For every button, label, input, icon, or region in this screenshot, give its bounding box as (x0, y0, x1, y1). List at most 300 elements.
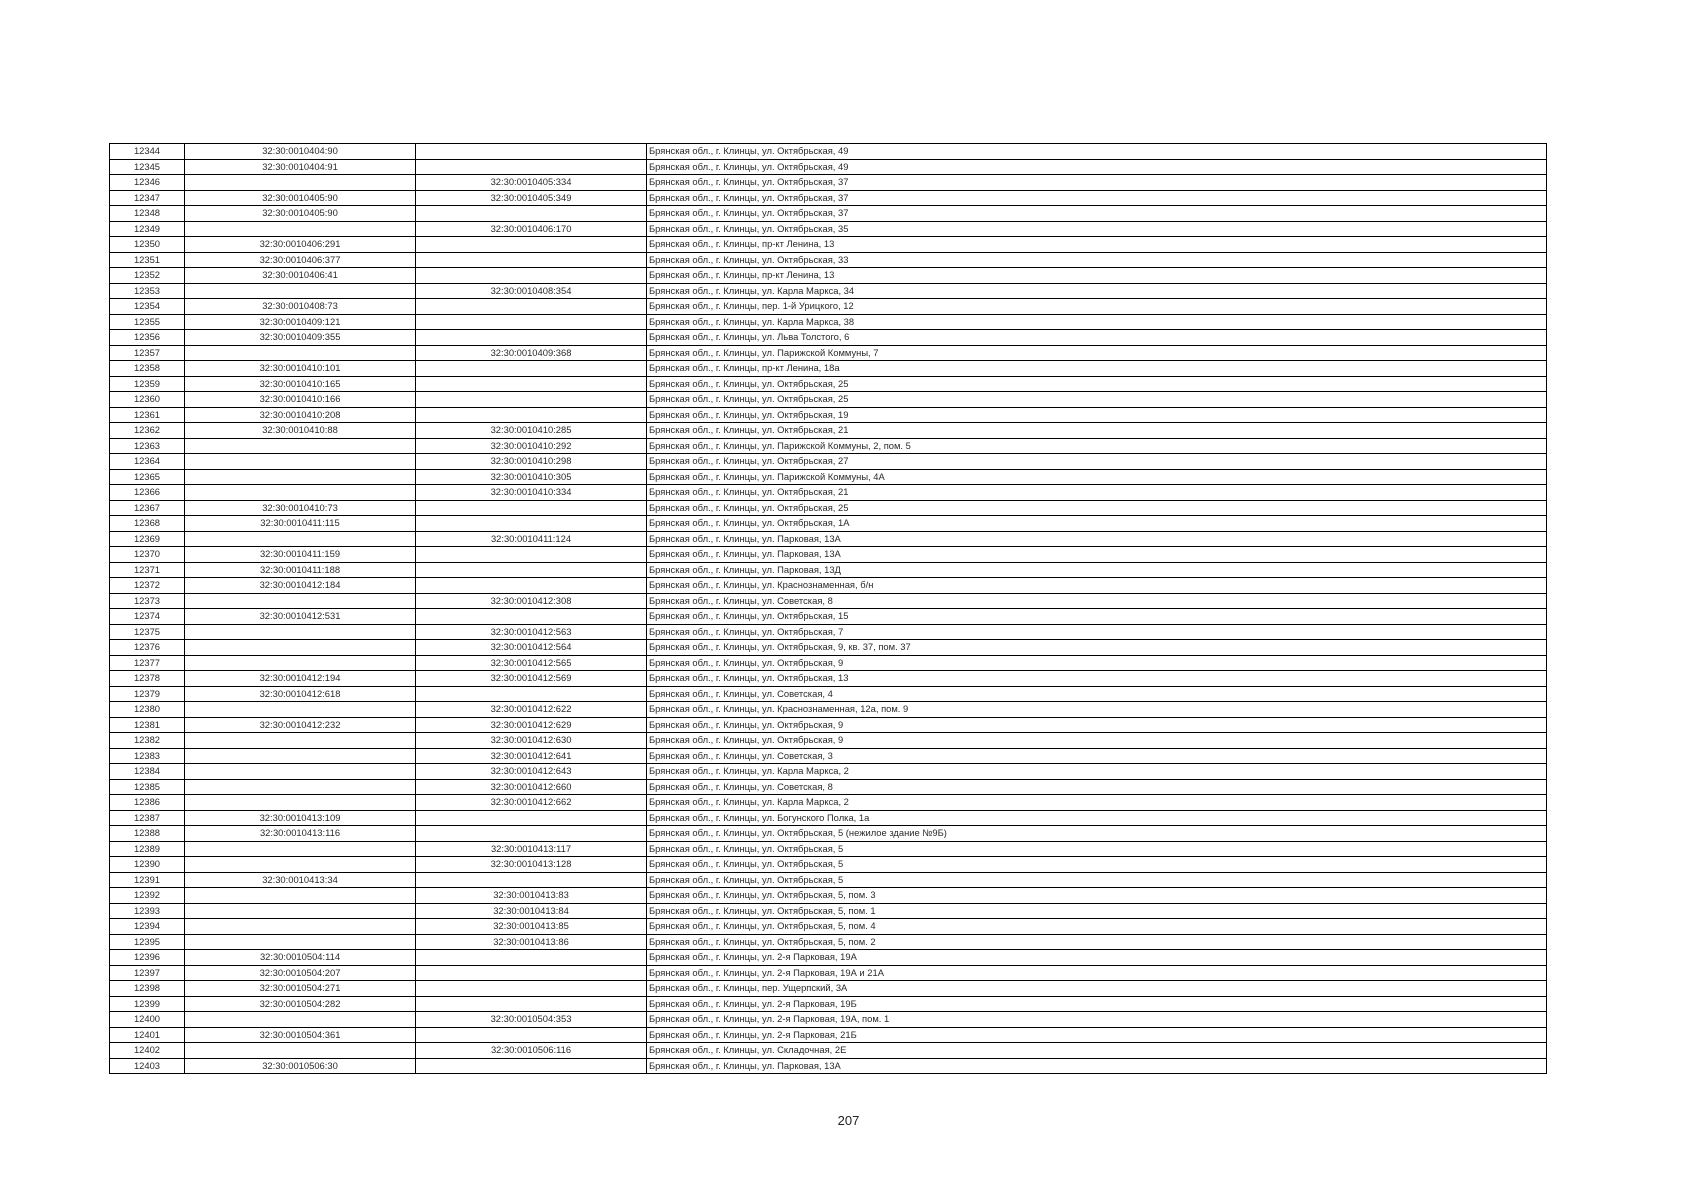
address-cell: Брянская обл., г. Клинцы, ул. Октябрьская, 5, пом. 4 (647, 919, 1547, 935)
cadastral-number-object-cell (416, 500, 647, 516)
row-number-cell: 12384 (110, 764, 185, 780)
table-row (110, 686, 1547, 702)
row-number-cell: 12382 (110, 733, 185, 749)
cadastral-number-cell: 32:30:0010504:271 (185, 981, 416, 997)
cadastral-number-object-cell: 32:30:0010412:563 (416, 624, 647, 640)
address-cell: Брянская обл., г. Клинцы, ул. Октябрьская, 27 (647, 454, 1547, 470)
cadastral-number-cell: 32:30:0010410:208 (185, 407, 416, 423)
address-cell: Брянская обл., г. Клинцы, ул. Октябрьская, 9 (647, 655, 1547, 671)
row-number-cell: 12379 (110, 686, 185, 702)
cadastral-number-object-cell: 32:30:0010410:292 (416, 438, 647, 454)
cadastral-number-cell: 32:30:0010406:377 (185, 252, 416, 268)
row-number-cell: 12398 (110, 981, 185, 997)
address-cell: Брянская обл., г. Клинцы, ул. Октябрьская, 25 (647, 500, 1547, 516)
row-number-cell: 12377 (110, 655, 185, 671)
cadastral-number-object-cell (416, 407, 647, 423)
address-cell: Брянская обл., г. Клинцы, ул. Октябрьская, 5, пом. 1 (647, 903, 1547, 919)
cadastral-number-object-cell: 32:30:0010412:660 (416, 779, 647, 795)
table-row (110, 578, 1547, 594)
row-number-cell: 12364 (110, 454, 185, 470)
table-row (110, 159, 1547, 175)
address-cell: Брянская обл., г. Клинцы, ул. Октябрьская, 49 (647, 159, 1547, 175)
cadastral-number-object-cell: 32:30:0010412:630 (416, 733, 647, 749)
address-cell: Брянская обл., г. Клинцы, ул. Советская, 3 (647, 748, 1547, 764)
address-cell: Брянская обл., г. Клинцы, ул. Октябрьская, 15 (647, 609, 1547, 625)
cadastral-number-object-cell: 32:30:0010506:116 (416, 1043, 647, 1059)
table-row (110, 500, 1547, 516)
table-row (110, 671, 1547, 687)
address-cell: Брянская обл., г. Клинцы, пр-кт Ленина, 18а (647, 361, 1547, 377)
row-number-cell: 12370 (110, 547, 185, 563)
table-row (110, 361, 1547, 377)
row-number-cell: 12363 (110, 438, 185, 454)
table-row (110, 423, 1547, 439)
cadastral-number-object-cell: 32:30:0010405:334 (416, 175, 647, 191)
row-number-cell: 12388 (110, 826, 185, 842)
table-row (110, 779, 1547, 795)
table-row (110, 531, 1547, 547)
cadastral-number-cell: 32:30:0010404:91 (185, 159, 416, 175)
cadastral-number-object-cell: 32:30:0010413:86 (416, 934, 647, 950)
cadastral-number-cell: 32:30:0010404:90 (185, 144, 416, 160)
row-number-cell: 12346 (110, 175, 185, 191)
cadastral-number-cell: 32:30:0010410:101 (185, 361, 416, 377)
registry-table (109, 143, 1547, 1074)
cadastral-number-cell (185, 733, 416, 749)
row-number-cell: 12396 (110, 950, 185, 966)
cadastral-number-cell (185, 779, 416, 795)
cadastral-number-cell: 32:30:0010412:618 (185, 686, 416, 702)
row-number-cell: 12378 (110, 671, 185, 687)
table-row (110, 640, 1547, 656)
row-number-cell: 12392 (110, 888, 185, 904)
row-number-cell: 12402 (110, 1043, 185, 1059)
table-row (110, 1043, 1547, 1059)
cadastral-number-object-cell: 32:30:0010412:565 (416, 655, 647, 671)
table-row (110, 593, 1547, 609)
address-cell: Брянская обл., г. Клинцы, ул. Карла Маркса, 38 (647, 314, 1547, 330)
table-row (110, 562, 1547, 578)
address-cell: Брянская обл., г. Клинцы, ул. Парижской Коммуны, 4А (647, 469, 1547, 485)
address-cell: Брянская обл., г. Клинцы, ул. Советская, 8 (647, 779, 1547, 795)
table-row (110, 841, 1547, 857)
table-row (110, 826, 1547, 842)
cadastral-number-object-cell (416, 237, 647, 253)
cadastral-number-cell (185, 795, 416, 811)
cadastral-number-object-cell (416, 1027, 647, 1043)
cadastral-number-object-cell: 32:30:0010410:305 (416, 469, 647, 485)
cadastral-number-object-cell: 32:30:0010412:662 (416, 795, 647, 811)
table-row (110, 624, 1547, 640)
cadastral-number-object-cell: 32:30:0010504:353 (416, 1012, 647, 1028)
cadastral-number-cell (185, 1043, 416, 1059)
table-row (110, 345, 1547, 361)
cadastral-number-object-cell (416, 547, 647, 563)
cadastral-number-object-cell: 32:30:0010412:569 (416, 671, 647, 687)
row-number-cell: 12400 (110, 1012, 185, 1028)
row-number-cell: 12381 (110, 717, 185, 733)
row-number-cell: 12383 (110, 748, 185, 764)
cadastral-number-object-cell (416, 206, 647, 222)
row-number-cell: 12367 (110, 500, 185, 516)
row-number-cell: 12374 (110, 609, 185, 625)
row-number-cell: 12347 (110, 190, 185, 206)
table-row (110, 190, 1547, 206)
page-number: 207 (837, 1113, 860, 1128)
cadastral-number-cell (185, 841, 416, 857)
row-number-cell: 12399 (110, 996, 185, 1012)
cadastral-number-object-cell: 32:30:0010413:128 (416, 857, 647, 873)
address-cell: Брянская обл., г. Клинцы, ул. Парижской Коммуны, 2, пом. 5 (647, 438, 1547, 454)
cadastral-number-object-cell: 32:30:0010412:629 (416, 717, 647, 733)
row-number-cell: 12366 (110, 485, 185, 501)
cadastral-number-cell: 32:30:0010413:116 (185, 826, 416, 842)
cadastral-number-object-cell (416, 1058, 647, 1074)
row-number-cell: 12386 (110, 795, 185, 811)
address-cell: Брянская обл., г. Клинцы, ул. Карла Маркса, 2 (647, 795, 1547, 811)
address-cell: Брянская обл., г. Клинцы, ул. Октябрьская, 37 (647, 206, 1547, 222)
table-row (110, 919, 1547, 935)
cadastral-number-cell: 32:30:0010411:159 (185, 547, 416, 563)
cadastral-number-object-cell: 32:30:0010413:85 (416, 919, 647, 935)
cadastral-number-object-cell: 32:30:0010413:117 (416, 841, 647, 857)
cadastral-number-cell (185, 531, 416, 547)
address-cell: Брянская обл., г. Клинцы, пр-кт Ленина, 13 (647, 268, 1547, 284)
cadastral-number-object-cell (416, 516, 647, 532)
cadastral-number-object-cell: 32:30:0010412:308 (416, 593, 647, 609)
cadastral-number-object-cell: 32:30:0010412:622 (416, 702, 647, 718)
row-number-cell: 12362 (110, 423, 185, 439)
cadastral-number-cell: 32:30:0010411:115 (185, 516, 416, 532)
cadastral-number-object-cell (416, 996, 647, 1012)
table-row (110, 996, 1547, 1012)
cadastral-number-object-cell (416, 330, 647, 346)
table-row (110, 857, 1547, 873)
cadastral-number-cell: 32:30:0010504:207 (185, 965, 416, 981)
row-number-cell: 12351 (110, 252, 185, 268)
cadastral-number-object-cell: 32:30:0010405:349 (416, 190, 647, 206)
row-number-cell: 12387 (110, 810, 185, 826)
table-row (110, 934, 1547, 950)
row-number-cell: 12401 (110, 1027, 185, 1043)
table-row (110, 810, 1547, 826)
table-row (110, 748, 1547, 764)
cadastral-number-object-cell (416, 361, 647, 377)
table-row (110, 454, 1547, 470)
row-number-cell: 12355 (110, 314, 185, 330)
cadastral-number-object-cell (416, 609, 647, 625)
cadastral-number-object-cell (416, 562, 647, 578)
table-row (110, 903, 1547, 919)
cadastral-number-object-cell (416, 144, 647, 160)
cadastral-number-cell (185, 702, 416, 718)
address-cell: Брянская обл., г. Клинцы, ул. Парижской Коммуны, 7 (647, 345, 1547, 361)
address-cell: Брянская обл., г. Клинцы, ул. Октябрьская, 5 (нежилое здание №9Б) (647, 826, 1547, 842)
cadastral-number-object-cell (416, 965, 647, 981)
row-number-cell: 12357 (110, 345, 185, 361)
table-row (110, 314, 1547, 330)
address-cell: Брянская обл., г. Клинцы, ул. Октябрьская, 5 (647, 841, 1547, 857)
address-cell: Брянская обл., г. Клинцы, ул. Октябрьская, 25 (647, 376, 1547, 392)
address-cell: Брянская обл., г. Клинцы, ул. 2-я Парковая, 19Б (647, 996, 1547, 1012)
row-number-cell: 12359 (110, 376, 185, 392)
cadastral-number-cell (185, 857, 416, 873)
cadastral-number-object-cell (416, 299, 647, 315)
table-row (110, 438, 1547, 454)
address-cell: Брянская обл., г. Клинцы, ул. Октябрьская, 37 (647, 190, 1547, 206)
cadastral-number-cell: 32:30:0010410:73 (185, 500, 416, 516)
address-cell: Брянская обл., г. Клинцы, ул. Октябрьская, 5 (647, 872, 1547, 888)
cadastral-number-object-cell (416, 950, 647, 966)
table-row (110, 175, 1547, 191)
cadastral-number-object-cell: 32:30:0010410:298 (416, 454, 647, 470)
cadastral-number-cell (185, 903, 416, 919)
address-cell: Брянская обл., г. Клинцы, ул. Парковая, 13А (647, 547, 1547, 563)
cadastral-number-cell (185, 175, 416, 191)
row-number-cell: 12352 (110, 268, 185, 284)
table-row (110, 795, 1547, 811)
cadastral-number-object-cell (416, 981, 647, 997)
cadastral-number-object-cell: 32:30:0010411:124 (416, 531, 647, 547)
row-number-cell: 12393 (110, 903, 185, 919)
address-cell: Брянская обл., г. Клинцы, ул. Октябрьская, 35 (647, 221, 1547, 237)
table-row (110, 609, 1547, 625)
address-cell: Брянская обл., г. Клинцы, ул. Октябрьская, 37 (647, 175, 1547, 191)
table-row (110, 888, 1547, 904)
cadastral-number-cell (185, 764, 416, 780)
address-cell: Брянская обл., г. Клинцы, ул. Октябрьская, 9 (647, 733, 1547, 749)
cadastral-number-object-cell: 32:30:0010412:641 (416, 748, 647, 764)
cadastral-number-object-cell: 32:30:0010412:564 (416, 640, 647, 656)
cadastral-number-object-cell (416, 872, 647, 888)
registry-table-body (110, 144, 1547, 1074)
table-row (110, 221, 1547, 237)
address-cell: Брянская обл., г. Клинцы, ул. Краснознаменная, б/н (647, 578, 1547, 594)
table-row (110, 1058, 1547, 1074)
table-row (110, 1012, 1547, 1028)
address-cell: Брянская обл., г. Клинцы, пер. Ущерпский, 3А (647, 981, 1547, 997)
cadastral-number-object-cell (416, 686, 647, 702)
address-cell: Брянская обл., г. Клинцы, ул. Карла Маркса, 2 (647, 764, 1547, 780)
address-cell: Брянская обл., г. Клинцы, пер. 1-й Урицкого, 12 (647, 299, 1547, 315)
cadastral-number-object-cell: 32:30:0010413:83 (416, 888, 647, 904)
cadastral-number-cell (185, 624, 416, 640)
table-row (110, 1027, 1547, 1043)
table-row (110, 268, 1547, 284)
address-cell: Брянская обл., г. Клинцы, ул. 2-я Парковая, 19А, пом. 1 (647, 1012, 1547, 1028)
cadastral-number-cell: 32:30:0010412:194 (185, 671, 416, 687)
row-number-cell: 12344 (110, 144, 185, 160)
address-cell: Брянская обл., г. Клинцы, ул. Октябрьская, 21 (647, 485, 1547, 501)
cadastral-number-cell: 32:30:0010412:184 (185, 578, 416, 594)
cadastral-number-object-cell: 32:30:0010410:285 (416, 423, 647, 439)
cadastral-number-cell (185, 438, 416, 454)
cadastral-number-cell: 32:30:0010412:531 (185, 609, 416, 625)
table-row (110, 950, 1547, 966)
table-row (110, 655, 1547, 671)
address-cell: Брянская обл., г. Клинцы, ул. Парковая, 13А (647, 1058, 1547, 1074)
table-row (110, 702, 1547, 718)
cadastral-number-cell: 32:30:0010405:90 (185, 206, 416, 222)
row-number-cell: 12376 (110, 640, 185, 656)
cadastral-number-object-cell (416, 810, 647, 826)
row-number-cell: 12356 (110, 330, 185, 346)
row-number-cell: 12354 (110, 299, 185, 315)
row-number-cell: 12365 (110, 469, 185, 485)
cadastral-number-object-cell (416, 268, 647, 284)
address-cell: Брянская обл., г. Клинцы, ул. Октябрьская, 1А (647, 516, 1547, 532)
cadastral-number-cell: 32:30:0010413:34 (185, 872, 416, 888)
address-cell: Брянская обл., г. Клинцы, ул. Краснознаменная, 12а, пом. 9 (647, 702, 1547, 718)
cadastral-number-cell: 32:30:0010413:109 (185, 810, 416, 826)
table-row (110, 872, 1547, 888)
table-row (110, 764, 1547, 780)
cadastral-number-cell: 32:30:0010406:41 (185, 268, 416, 284)
cadastral-number-cell: 32:30:0010406:291 (185, 237, 416, 253)
row-number-cell: 12394 (110, 919, 185, 935)
row-number-cell: 12395 (110, 934, 185, 950)
cadastral-number-object-cell: 32:30:0010409:368 (416, 345, 647, 361)
row-number-cell: 12361 (110, 407, 185, 423)
row-number-cell: 12369 (110, 531, 185, 547)
cadastral-number-object-cell (416, 392, 647, 408)
cadastral-number-cell: 32:30:0010410:166 (185, 392, 416, 408)
row-number-cell: 12375 (110, 624, 185, 640)
table-row (110, 516, 1547, 532)
cadastral-number-cell: 32:30:0010405:90 (185, 190, 416, 206)
cadastral-number-cell (185, 283, 416, 299)
cadastral-number-cell (185, 345, 416, 361)
address-cell: Брянская обл., г. Клинцы, ул. 2-я Парковая, 19А и 21А (647, 965, 1547, 981)
cadastral-number-cell: 32:30:0010409:121 (185, 314, 416, 330)
row-number-cell: 12348 (110, 206, 185, 222)
address-cell: Брянская обл., г. Клинцы, ул. Октябрьская, 49 (647, 144, 1547, 160)
address-cell: Брянская обл., г. Клинцы, ул. Октябрьская, 21 (647, 423, 1547, 439)
row-number-cell: 12368 (110, 516, 185, 532)
cadastral-number-object-cell (416, 578, 647, 594)
address-cell: Брянская обл., г. Клинцы, ул. Советская, 8 (647, 593, 1547, 609)
cadastral-number-cell (185, 485, 416, 501)
row-number-cell: 12385 (110, 779, 185, 795)
table-row (110, 547, 1547, 563)
address-cell: Брянская обл., г. Клинцы, ул. Советская, 4 (647, 686, 1547, 702)
cadastral-number-cell (185, 593, 416, 609)
cadastral-number-cell: 32:30:0010504:114 (185, 950, 416, 966)
table-row (110, 252, 1547, 268)
cadastral-number-object-cell: 32:30:0010408:354 (416, 283, 647, 299)
cadastral-number-cell: 32:30:0010410:165 (185, 376, 416, 392)
cadastral-number-cell: 32:30:0010409:355 (185, 330, 416, 346)
table-row (110, 717, 1547, 733)
cadastral-number-object-cell (416, 376, 647, 392)
address-cell: Брянская обл., г. Клинцы, ул. Октябрьская, 5 (647, 857, 1547, 873)
address-cell: Брянская обл., г. Клинцы, ул. Октябрьская, 13 (647, 671, 1547, 687)
table-row (110, 376, 1547, 392)
cadastral-number-cell: 32:30:0010506:30 (185, 1058, 416, 1074)
cadastral-number-object-cell: 32:30:0010406:170 (416, 221, 647, 237)
cadastral-number-cell (185, 469, 416, 485)
address-cell: Брянская обл., г. Клинцы, ул. Октябрьская, 9 (647, 717, 1547, 733)
address-cell: Брянская обл., г. Клинцы, пр-кт Ленина, 13 (647, 237, 1547, 253)
table-row (110, 144, 1547, 160)
row-number-cell: 12373 (110, 593, 185, 609)
table-row (110, 237, 1547, 253)
cadastral-number-cell: 32:30:0010408:73 (185, 299, 416, 315)
table-row (110, 392, 1547, 408)
address-cell: Брянская обл., г. Клинцы, ул. Октябрьская, 5, пом. 2 (647, 934, 1547, 950)
row-number-cell: 12350 (110, 237, 185, 253)
table-row (110, 733, 1547, 749)
cadastral-number-cell (185, 640, 416, 656)
cadastral-number-cell (185, 221, 416, 237)
cadastral-number-object-cell: 32:30:0010413:84 (416, 903, 647, 919)
table-row (110, 469, 1547, 485)
cadastral-number-cell: 32:30:0010504:282 (185, 996, 416, 1012)
address-cell: Брянская обл., г. Клинцы, ул. Октябрьская, 9, кв. 37, пом. 37 (647, 640, 1547, 656)
row-number-cell: 12349 (110, 221, 185, 237)
address-cell: Брянская обл., г. Клинцы, ул. Парковая, 13А (647, 531, 1547, 547)
cadastral-number-cell (185, 934, 416, 950)
row-number-cell: 12390 (110, 857, 185, 873)
row-number-cell: 12358 (110, 361, 185, 377)
table-row (110, 299, 1547, 315)
cadastral-number-cell (185, 919, 416, 935)
address-cell: Брянская обл., г. Клинцы, ул. Льва Толстого, 6 (647, 330, 1547, 346)
cadastral-number-object-cell: 32:30:0010412:643 (416, 764, 647, 780)
row-number-cell: 12372 (110, 578, 185, 594)
address-cell: Брянская обл., г. Клинцы, ул. Октябрьская, 5, пом. 3 (647, 888, 1547, 904)
table-row (110, 407, 1547, 423)
table-row (110, 283, 1547, 299)
row-number-cell: 12389 (110, 841, 185, 857)
address-cell: Брянская обл., г. Клинцы, ул. Октябрьская, 19 (647, 407, 1547, 423)
row-number-cell: 12360 (110, 392, 185, 408)
row-number-cell: 12380 (110, 702, 185, 718)
cadastral-number-cell: 32:30:0010410:88 (185, 423, 416, 439)
table-row (110, 981, 1547, 997)
address-cell: Брянская обл., г. Клинцы, ул. Складочная, 2Е (647, 1043, 1547, 1059)
row-number-cell: 12353 (110, 283, 185, 299)
address-cell: Брянская обл., г. Клинцы, ул. Парковая, 13Д (647, 562, 1547, 578)
table-row (110, 485, 1547, 501)
address-cell: Брянская обл., г. Клинцы, ул. Богунского Полка, 1а (647, 810, 1547, 826)
cadastral-number-object-cell (416, 314, 647, 330)
cadastral-number-object-cell: 32:30:0010410:334 (416, 485, 647, 501)
cadastral-number-cell (185, 454, 416, 470)
cadastral-number-cell (185, 748, 416, 764)
row-number-cell: 12397 (110, 965, 185, 981)
row-number-cell: 12403 (110, 1058, 185, 1074)
address-cell: Брянская обл., г. Клинцы, ул. Октябрьская, 7 (647, 624, 1547, 640)
address-cell: Брянская обл., г. Клинцы, ул. 2-я Парковая, 19А (647, 950, 1547, 966)
cadastral-number-cell: 32:30:0010504:361 (185, 1027, 416, 1043)
cadastral-number-object-cell (416, 159, 647, 175)
address-cell: Брянская обл., г. Клинцы, ул. 2-я Парковая, 21Б (647, 1027, 1547, 1043)
address-cell: Брянская обл., г. Клинцы, ул. Карла Маркса, 34 (647, 283, 1547, 299)
row-number-cell: 12391 (110, 872, 185, 888)
table-row (110, 965, 1547, 981)
address-cell: Брянская обл., г. Клинцы, ул. Октябрьская, 33 (647, 252, 1547, 268)
table-row (110, 330, 1547, 346)
cadastral-number-cell (185, 888, 416, 904)
cadastral-number-cell (185, 655, 416, 671)
address-cell: Брянская обл., г. Клинцы, ул. Октябрьская, 25 (647, 392, 1547, 408)
cadastral-number-object-cell (416, 252, 647, 268)
cadastral-number-cell (185, 1012, 416, 1028)
table-row (110, 206, 1547, 222)
cadastral-number-cell: 32:30:0010411:188 (185, 562, 416, 578)
cadastral-number-cell: 32:30:0010412:232 (185, 717, 416, 733)
